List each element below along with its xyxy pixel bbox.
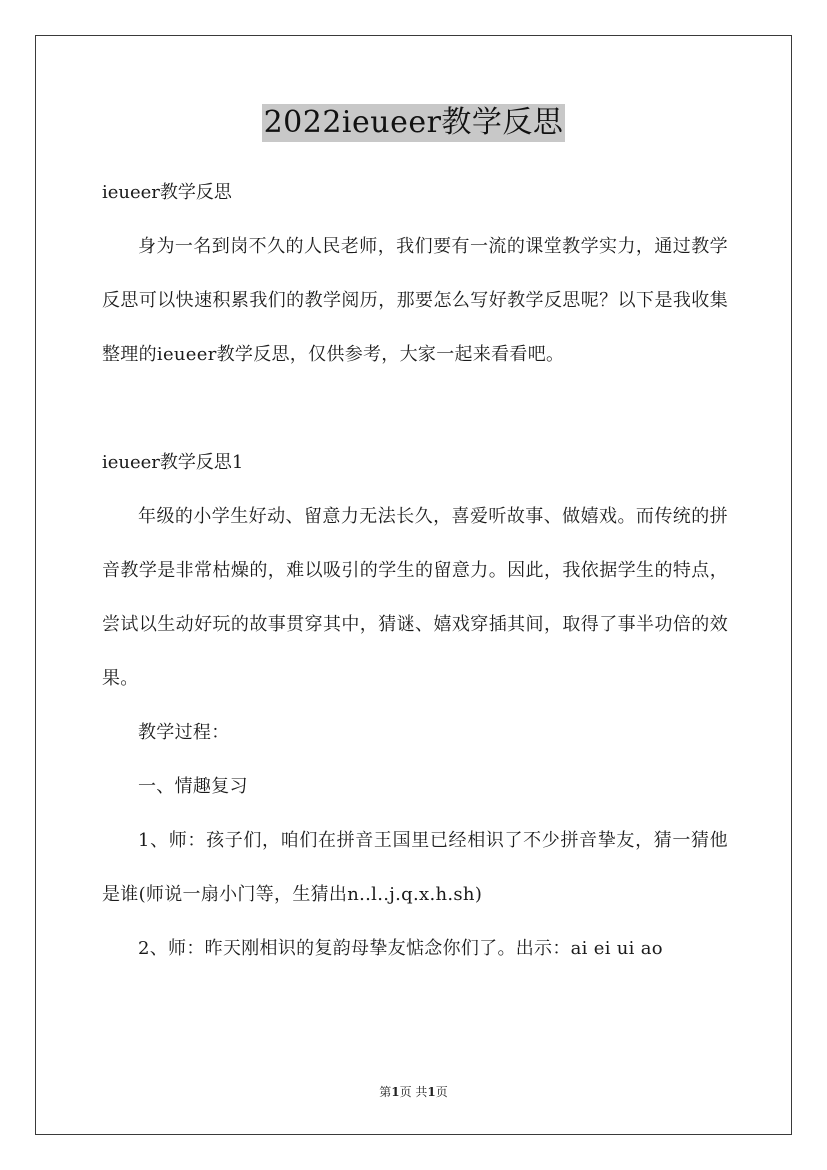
page-total: 1	[427, 1085, 436, 1099]
step-item-1: 1、师：孩子们，咱们在拼音王国里已经相识了不少拼音挚友，猜一猜他是谁(师说一扇小门等，生猜出n..l..j.q.x.h.sh)	[102, 830, 728, 905]
page-label-post: 页	[435, 1085, 448, 1099]
page-footer	[0, 1083, 827, 1101]
title-container	[0, 104, 827, 142]
intro-paragraph: 身为一名到岗不久的人民老师，我们要有一流的课堂教学实力，通过教学反思可以快速积累我们的教学阅历，那要怎么写好教学反思呢？以下是我收集整理的ieueer教学反思，仅供参考，大家一起来看看吧。	[102, 236, 728, 365]
document-body	[102, 166, 728, 976]
process-label: 教学过程：	[138, 722, 230, 743]
section-paragraph: 年级的小学生好动、留意力无法长久，喜爱听故事、做嬉戏。而传统的拼音教学是非常枯燥的，难以吸引的学生的留意力。因此，我依据学生的特点，尝试以生动好玩的故事贯穿其中，猜谜、嬉戏穿插其间，取得了事半功倍的效果。	[102, 506, 728, 689]
page-label-pre: 第	[379, 1085, 392, 1099]
section-heading: ieueer教学反思1	[102, 452, 244, 473]
document-subtitle: ieueer教学反思	[102, 182, 232, 203]
page-current: 1	[391, 1085, 400, 1099]
page-label-mid: 页 共	[399, 1085, 428, 1099]
step-heading: 一、情趣复习	[138, 776, 248, 797]
blank-line	[102, 382, 728, 436]
document-title: 2022ieueer教学反思	[263, 105, 564, 140]
step-item-2: 2、师：昨天刚相识的复韵母挚友惦念你们了。出示：ai ei ui ao	[138, 938, 663, 959]
